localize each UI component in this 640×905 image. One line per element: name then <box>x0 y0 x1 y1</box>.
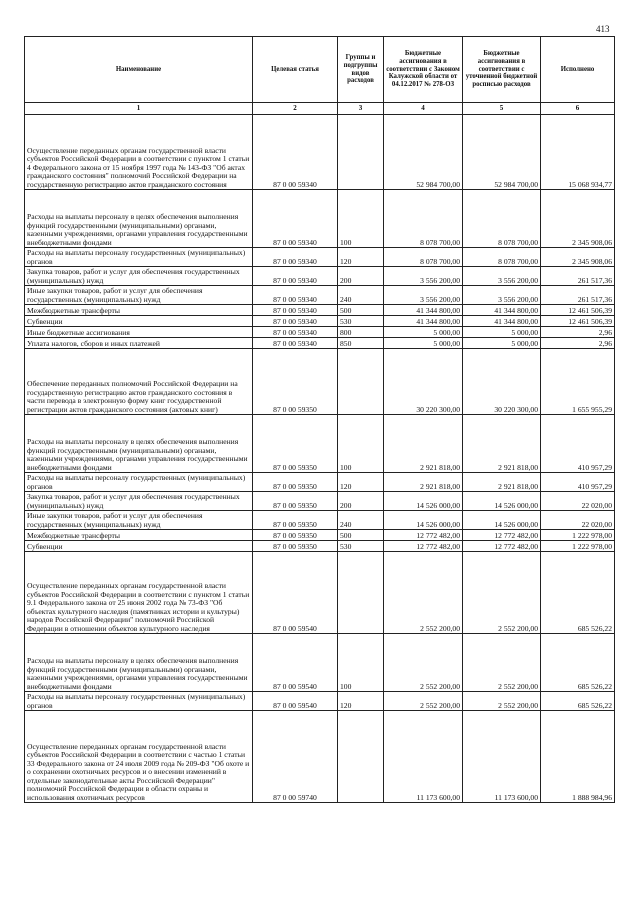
row-law-allocation: 2 921 818,00 <box>384 415 463 473</box>
header-name: Наименование <box>25 37 253 103</box>
row-name: Уплата налогов, сборов и иных платежей <box>25 338 253 349</box>
table-row <box>25 530 615 541</box>
row-expense-group: 530 <box>338 316 384 327</box>
table-row <box>25 115 615 190</box>
table-row <box>25 190 615 248</box>
row-law-allocation: 52 984 700,00 <box>384 115 463 190</box>
row-expense-group <box>338 711 384 803</box>
row-refined-allocation: 30 220 300,00 <box>463 349 541 415</box>
row-law-allocation: 3 556 200,00 <box>384 267 463 286</box>
row-name: Расходы на выплаты персоналу в целях обеспечения выполнения функций государственными (муниципальными) органами, казенными учреждениями, органами управления государственными внебюджетными фондами <box>25 415 253 473</box>
row-target-article: 87 0 00 59540 <box>253 552 338 634</box>
table-row <box>25 305 615 316</box>
row-law-allocation: 41 344 800,00 <box>384 305 463 316</box>
row-name: Расходы на выплаты персоналу государственных (муниципальных) органов <box>25 248 253 267</box>
row-executed: 1 655 955,29 <box>541 349 615 415</box>
row-refined-allocation: 8 078 700,00 <box>463 190 541 248</box>
row-name: Субвенции <box>25 541 253 552</box>
row-law-allocation: 30 220 300,00 <box>384 349 463 415</box>
row-name: Осуществление переданных органам государственной власти субъектов Российской Федерации в соответствии с частью 1 статьи 33 Федерального закона от 24 июля 2009 года № 209-ФЗ "Об охоте и о сохранении охотничьих ресурсов и о внесении изменений в отдельные законодательные акты Российской Федерации" полномочий Российской Федерации в области охраны и использования охотничьих ресурсов <box>25 711 253 803</box>
row-name: Расходы на выплаты персоналу государственных (муниципальных) органов <box>25 473 253 492</box>
row-target-article: 87 0 00 59350 <box>253 473 338 492</box>
page-number: 413 <box>596 24 610 34</box>
row-expense-group <box>338 115 384 190</box>
row-target-article: 87 0 00 59350 <box>253 511 338 530</box>
row-expense-group: 100 <box>338 190 384 248</box>
row-executed: 22 020,00 <box>541 492 615 511</box>
row-law-allocation: 3 556 200,00 <box>384 286 463 305</box>
row-target-article: 87 0 00 59340 <box>253 305 338 316</box>
row-expense-group: 240 <box>338 511 384 530</box>
row-refined-allocation: 41 344 800,00 <box>463 316 541 327</box>
row-target-article: 87 0 00 59350 <box>253 492 338 511</box>
table-row <box>25 511 615 530</box>
row-executed: 2,96 <box>541 327 615 338</box>
row-target-article: 87 0 00 59350 <box>253 541 338 552</box>
table-row <box>25 552 615 634</box>
row-name: Межбюджетные трансферты <box>25 305 253 316</box>
row-target-article: 87 0 00 59740 <box>253 711 338 803</box>
row-refined-allocation: 12 772 482,00 <box>463 530 541 541</box>
row-law-allocation: 14 526 000,00 <box>384 492 463 511</box>
row-law-allocation: 5 000,00 <box>384 338 463 349</box>
row-refined-allocation: 2 921 818,00 <box>463 473 541 492</box>
row-name: Закупка товаров, работ и услуг для обеспечения государственных (муниципальных) нужд <box>25 267 253 286</box>
row-expense-group <box>338 552 384 634</box>
column-number-row <box>25 103 615 115</box>
table-row <box>25 711 615 803</box>
row-law-allocation: 2 552 200,00 <box>384 634 463 692</box>
budget-table <box>24 36 615 803</box>
table-header-row <box>25 37 615 103</box>
row-executed: 261 517,36 <box>541 267 615 286</box>
column-number: 1 <box>25 103 253 115</box>
row-expense-group: 500 <box>338 305 384 316</box>
row-executed: 410 957,29 <box>541 473 615 492</box>
column-number: 6 <box>541 103 615 115</box>
row-refined-allocation: 2 552 200,00 <box>463 634 541 692</box>
row-expense-group: 100 <box>338 634 384 692</box>
row-target-article: 87 0 00 59540 <box>253 692 338 711</box>
row-executed: 1 888 984,96 <box>541 711 615 803</box>
row-name: Иные закупки товаров, работ и услуг для обеспечения государственных (муниципальных) нужд <box>25 286 253 305</box>
row-target-article: 87 0 00 59340 <box>253 327 338 338</box>
row-expense-group: 100 <box>338 415 384 473</box>
row-expense-group: 800 <box>338 327 384 338</box>
row-target-article: 87 0 00 59340 <box>253 286 338 305</box>
table-row <box>25 267 615 286</box>
row-target-article: 87 0 00 59350 <box>253 415 338 473</box>
row-law-allocation: 2 552 200,00 <box>384 692 463 711</box>
row-executed: 1 222 978,00 <box>541 541 615 552</box>
table-row <box>25 541 615 552</box>
row-name: Иные закупки товаров, работ и услуг для обеспечения государственных (муниципальных) нужд <box>25 511 253 530</box>
row-name: Осуществление переданных органам государственной власти субъектов Российской Федерации в соответствии с пунктом 1 статьи 9.1 Федерального закона от 25 июня 2002 года № 73-ФЗ "Об объектах культурного наследия (памятниках истории и культуры) народов Российской Федерации" полномочий Российской Федерации в отношении объектов культурного наследия <box>25 552 253 634</box>
table-row <box>25 473 615 492</box>
row-expense-group: 200 <box>338 267 384 286</box>
row-refined-allocation: 5 000,00 <box>463 327 541 338</box>
row-executed: 15 068 934,77 <box>541 115 615 190</box>
table-row <box>25 692 615 711</box>
table-row <box>25 327 615 338</box>
row-refined-allocation: 11 173 600,00 <box>463 711 541 803</box>
row-refined-allocation: 3 556 200,00 <box>463 267 541 286</box>
row-expense-group: 240 <box>338 286 384 305</box>
row-refined-allocation: 12 772 482,00 <box>463 541 541 552</box>
row-law-allocation: 12 772 482,00 <box>384 530 463 541</box>
column-number: 4 <box>384 103 463 115</box>
row-executed: 685 526,22 <box>541 552 615 634</box>
row-refined-allocation: 2 921 818,00 <box>463 415 541 473</box>
row-expense-group: 500 <box>338 530 384 541</box>
row-law-allocation: 11 173 600,00 <box>384 711 463 803</box>
row-name: Обеспечение переданных полномочий Российской Федерации на государственную регистрацию актов гражданского состояния в части перевода в электронную форму книг государственной регистрации актов гражданского состояния (актовых книг) <box>25 349 253 415</box>
row-expense-group: 120 <box>338 473 384 492</box>
header-target-article: Целевая статья <box>253 37 338 103</box>
row-name: Осуществление переданных органам государственной власти субъектов Российской Федерации в соответствии с пунктом 1 статьи 4 Федерального закона от 15 ноября 1997 года № 143-ФЗ "Об актах гражданского состояния" полномочий Российской Федерации на государственную регистрацию актов гражданского состояния <box>25 115 253 190</box>
row-target-article: 87 0 00 59540 <box>253 634 338 692</box>
row-executed: 1 222 978,00 <box>541 530 615 541</box>
table-row <box>25 286 615 305</box>
row-executed: 12 461 506,39 <box>541 305 615 316</box>
column-number: 5 <box>463 103 541 115</box>
row-law-allocation: 8 078 700,00 <box>384 190 463 248</box>
row-executed: 410 957,29 <box>541 415 615 473</box>
row-refined-allocation: 2 552 200,00 <box>463 692 541 711</box>
header-expense-group: Группы и подгруппы видов расходов <box>338 37 384 103</box>
row-expense-group <box>338 349 384 415</box>
table-row <box>25 492 615 511</box>
column-number: 3 <box>338 103 384 115</box>
table-row <box>25 634 615 692</box>
row-name: Закупка товаров, работ и услуг для обеспечения государственных (муниципальных) нужд <box>25 492 253 511</box>
row-law-allocation: 41 344 800,00 <box>384 316 463 327</box>
row-law-allocation: 2 552 200,00 <box>384 552 463 634</box>
row-refined-allocation: 8 078 700,00 <box>463 248 541 267</box>
row-law-allocation: 5 000,00 <box>384 327 463 338</box>
row-target-article: 87 0 00 59340 <box>253 316 338 327</box>
row-target-article: 87 0 00 59340 <box>253 248 338 267</box>
row-target-article: 87 0 00 59340 <box>253 115 338 190</box>
row-expense-group: 530 <box>338 541 384 552</box>
table-row <box>25 338 615 349</box>
row-law-allocation: 8 078 700,00 <box>384 248 463 267</box>
row-expense-group: 120 <box>338 692 384 711</box>
row-name: Расходы на выплаты персоналу в целях обеспечения выполнения функций государственными (муниципальными) органами, казенными учреждениями, органами управления государственными внебюджетными фондами <box>25 634 253 692</box>
row-refined-allocation: 5 000,00 <box>463 338 541 349</box>
row-refined-allocation: 14 526 000,00 <box>463 511 541 530</box>
row-refined-allocation: 41 344 800,00 <box>463 305 541 316</box>
row-law-allocation: 2 921 818,00 <box>384 473 463 492</box>
row-target-article: 87 0 00 59340 <box>253 267 338 286</box>
table-row <box>25 415 615 473</box>
row-target-article: 87 0 00 59340 <box>253 190 338 248</box>
row-refined-allocation: 2 552 200,00 <box>463 552 541 634</box>
row-executed: 2,96 <box>541 338 615 349</box>
table-row <box>25 316 615 327</box>
row-refined-allocation: 52 984 700,00 <box>463 115 541 190</box>
row-target-article: 87 0 00 59350 <box>253 530 338 541</box>
row-executed: 2 345 908,06 <box>541 248 615 267</box>
row-name: Расходы на выплаты персоналу государственных (муниципальных) органов <box>25 692 253 711</box>
row-executed: 22 020,00 <box>541 511 615 530</box>
table-row <box>25 248 615 267</box>
row-name: Расходы на выплаты персоналу в целях обеспечения выполнения функций государственными (муниципальными) органами, казенными учреждениями, органами управления государственными внебюджетными фондами <box>25 190 253 248</box>
row-target-article: 87 0 00 59340 <box>253 338 338 349</box>
row-law-allocation: 12 772 482,00 <box>384 541 463 552</box>
row-law-allocation: 14 526 000,00 <box>384 511 463 530</box>
header-refined-allocations: Бюджетные ассигнования в соответствии с уточненной бюджетной росписью расходов <box>463 37 541 103</box>
row-name: Межбюджетные трансферты <box>25 530 253 541</box>
row-expense-group: 850 <box>338 338 384 349</box>
row-refined-allocation: 3 556 200,00 <box>463 286 541 305</box>
row-executed: 685 526,22 <box>541 692 615 711</box>
header-executed: Исполнено <box>541 37 615 103</box>
row-expense-group: 120 <box>338 248 384 267</box>
row-target-article: 87 0 00 59350 <box>253 349 338 415</box>
row-executed: 2 345 908,06 <box>541 190 615 248</box>
row-refined-allocation: 14 526 000,00 <box>463 492 541 511</box>
column-number: 2 <box>253 103 338 115</box>
row-name: Иные бюджетные ассигнования <box>25 327 253 338</box>
header-law-allocations: Бюджетные ассигнования в соответствии с Законом Калужской области от 04.12.2017 № 278-ОЗ <box>384 37 463 103</box>
table-body <box>25 115 615 803</box>
table-row <box>25 349 615 415</box>
row-executed: 261 517,36 <box>541 286 615 305</box>
row-executed: 12 461 506,39 <box>541 316 615 327</box>
row-expense-group: 200 <box>338 492 384 511</box>
row-executed: 685 526,22 <box>541 634 615 692</box>
row-name: Субвенции <box>25 316 253 327</box>
